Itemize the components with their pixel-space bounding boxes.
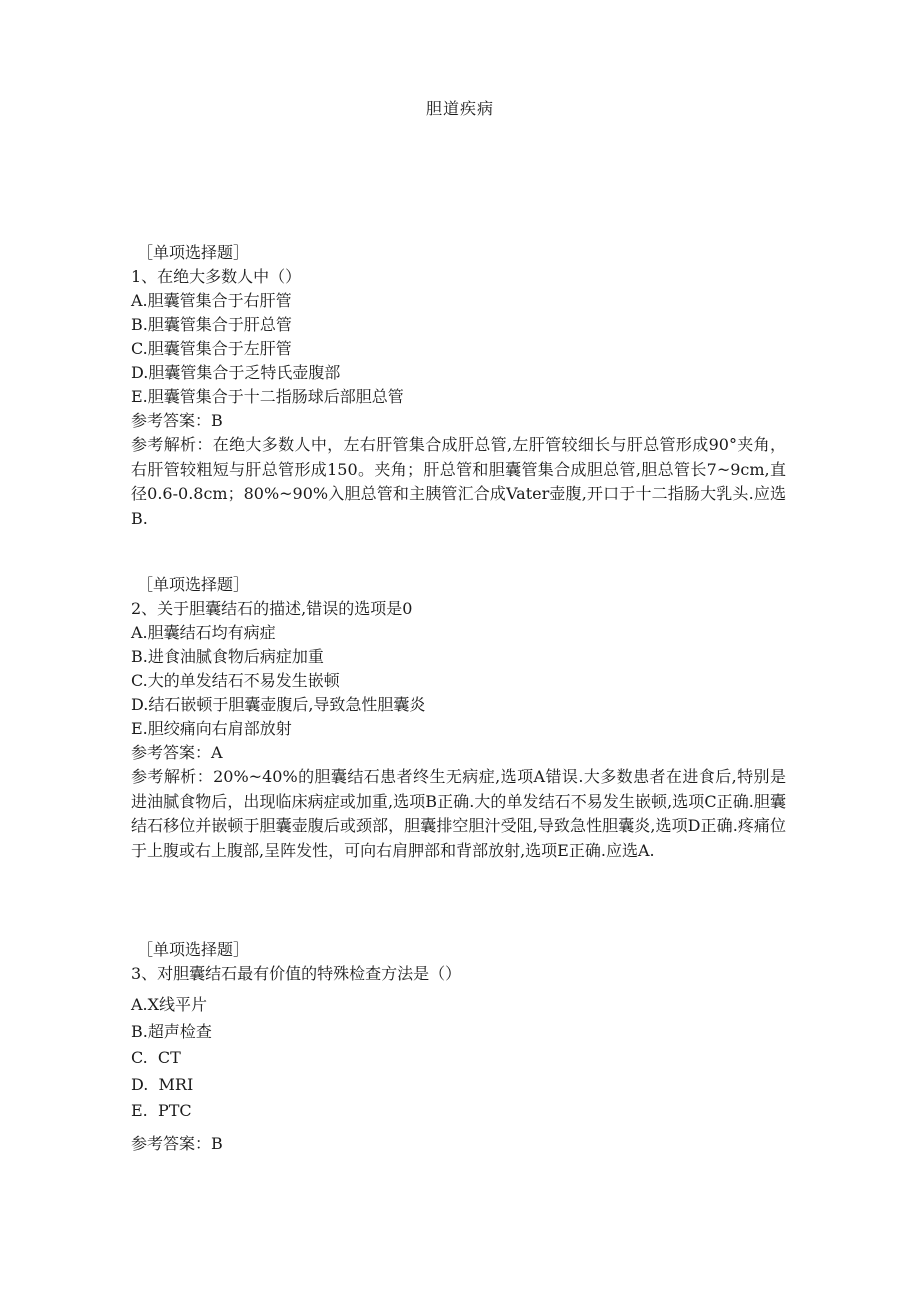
- answer: 参考答案：A: [131, 743, 223, 762]
- option-d: D.胆囊管集合于乏特氏壶腹部: [131, 363, 341, 382]
- option-b: B.进食油腻食物后病症加重: [131, 647, 324, 666]
- question-2: [131, 573, 786, 863]
- option-e: E.胆囊管集合于十二指肠球后部胆总管: [131, 387, 404, 406]
- option-b: B.超声检查: [131, 1021, 212, 1041]
- question-type: ［单项选择题］: [137, 575, 250, 594]
- option-e: E. PTC: [131, 1101, 192, 1120]
- question-3: [131, 938, 786, 1157]
- explanation: 参考解析：20%~40%的胆囊结石患者终生无病症,选项A错误.大多数患者在进食后,特别是进油腻食物后，出现临床病症或加重,选项B正确.大的单发结石不易发生嵌顿,选项C正确.胆囊结石移位并嵌顿于胆囊壶腹后或颈部，胆囊排空胆汁受阻,导致急性胆囊炎,选项D正确.疼痛位于上腹或右上腹部,呈阵发性，可向右肩胛部和背部放射,选项E正确.应选A.: [131, 767, 786, 860]
- option-e: E.胆绞痛向右肩部放射: [131, 719, 292, 738]
- explanation: 参考解析：在绝大多数人中，左右肝管集合成肝总管,左肝管较细长与肝总管形成90°夹角，右肝管较粗短与肝总管形成150。夹角；肝总管和胆囊管集合成胆总管,胆总管长7~9cm,直径0.6-0.8cm；80%~90%入胆总管和主胰管汇合成Vater壶腹,开口于十二指肠大乳头.应选B.: [131, 435, 786, 528]
- question-stem: 2、关于胆囊结石的描述,错误的选项是0: [131, 599, 413, 618]
- option-a: A.X线平片: [131, 995, 208, 1014]
- option-c: C. CT: [131, 1048, 181, 1067]
- question-stem: 3、对胆囊结石最有价值的特殊检查方法是（）: [131, 964, 462, 983]
- option-b: B.胆囊管集合于肝总管: [131, 315, 292, 334]
- option-d: D. MRI: [131, 1074, 194, 1094]
- question-1: [131, 241, 786, 531]
- option-c: C.胆囊管集合于左肝管: [131, 339, 292, 358]
- document-title: 胆道疾病: [425, 99, 494, 118]
- answer: 参考答案：B: [131, 411, 223, 430]
- question-type: ［单项选择题］: [137, 940, 250, 959]
- answer: 参考答案：B: [131, 1133, 223, 1153]
- question-stem: 1、在绝大多数人中（）: [131, 267, 302, 286]
- question-type: ［单项选择题］: [137, 243, 250, 262]
- option-c: C.大的单发结石不易发生嵌顿: [131, 671, 340, 690]
- option-a: A.胆囊管集合于右肝管: [131, 291, 292, 310]
- option-d: D.结石嵌顿于胆囊壶腹后,导致急性胆囊炎: [131, 695, 426, 714]
- option-a: A.胆囊结石均有病症: [131, 623, 276, 642]
